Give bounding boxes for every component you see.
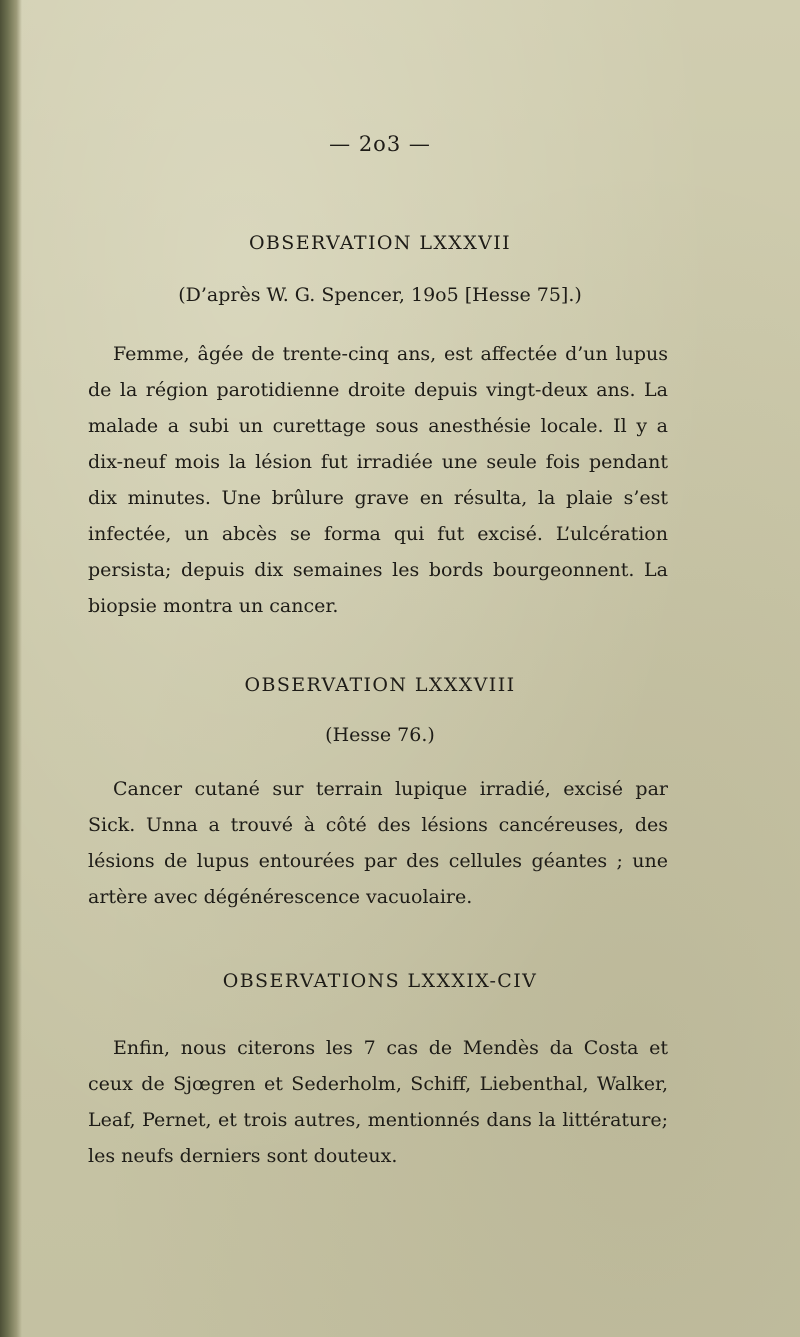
page-number: — 2o3 — xyxy=(329,132,431,156)
observations-89-104-text: Enfin, nous citerons les 7 cas de Mendès da Costa et ceux de Sjœgren et Sederholm, Schiff, Liebenthal, Walker, Leaf, Pernet, et trois autres, mentionnés dans la littérature; les neufs derniers sont douteux. xyxy=(88,1037,668,1167)
observation-87-heading: OBSERVATION LXXXVII xyxy=(248,232,512,254)
observation-87-text: Femme, âgée de trente-cinq ans, est affectée d’un lupus de la région parotidienne droite depuis vingt-deux ans. La malade a subi un curettage sous anesthésie locale. Il y a dix-neuf mois la lésion fut irradiée une seule fois pendant dix minutes. Une brûlure grave en résulta, la plaie s’est infectée, un abcès se forma qui fut excisé. L’ulcération persista; depuis dix semaines les bords bourgeonnent. La biopsie montra un cancer. xyxy=(88,343,668,617)
observation-88-heading: OBSERVATION LXXXVIII xyxy=(244,674,516,696)
observation-88-text: Cancer cutané sur terrain lupique irradié, excisé par Sick. Unna a trouvé à côté des lésions cancéreuses, des lésions de lupus entourées par des cellules géantes ; une artère avec dégénérescence vacuolaire. xyxy=(88,778,668,908)
observations-89-104-heading: OBSERVATIONS LXXXIX-CIV xyxy=(222,970,538,992)
observation-88-source: (Hesse 76.) xyxy=(325,724,435,746)
binding-edge xyxy=(0,0,22,1337)
observation-87-source: (D’après W. G. Spencer, 19o5 [Hesse 75].) xyxy=(178,284,582,306)
